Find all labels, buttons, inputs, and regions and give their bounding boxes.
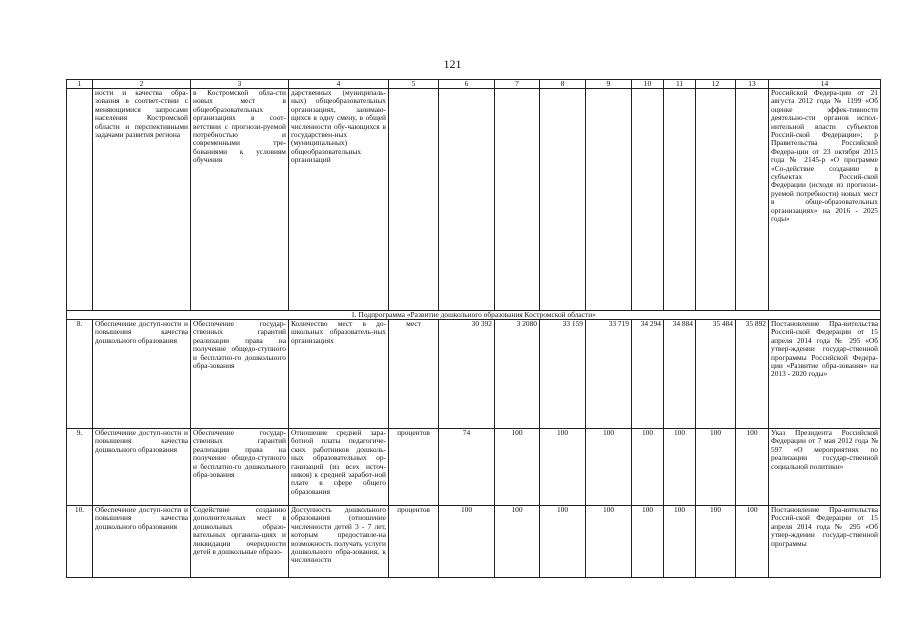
header-cell: 14 xyxy=(769,80,881,89)
value-cell: 100 xyxy=(632,429,664,506)
subprogram-row xyxy=(67,311,881,320)
value-cell xyxy=(696,89,736,311)
indicator-cell: Отношение средней зара-ботной платы педагогиче-ских работников дошколь-ных образовательных ор-ганизаций (из всех источ-ников) к средней заработ-ной плате в сфере общего образования xyxy=(289,429,389,506)
indicators-table xyxy=(66,79,881,578)
unit-cell: мест xyxy=(389,320,439,429)
value-cell: 34 884 xyxy=(664,320,696,429)
row-number-cell: 10. xyxy=(67,506,93,578)
header-cell: 8 xyxy=(540,80,586,89)
value-cell: 100 xyxy=(696,429,736,506)
value-cell: 30 392 xyxy=(439,320,495,429)
header-cell: 5 xyxy=(389,80,439,89)
value-cell: 33 719 xyxy=(586,320,632,429)
subprogram-title: 1. Подпрограмма «Развитие дошкольного образования Костромской области» xyxy=(67,311,881,320)
unit-cell: процентов xyxy=(389,506,439,578)
value-cell: 100 xyxy=(586,506,632,578)
value-cell: 74 xyxy=(439,429,495,506)
value-cell: 100 xyxy=(540,429,586,506)
header-cell: 4 xyxy=(289,80,389,89)
basis-cell: Постановление Пра-вительства Россий-ской Федерации от 15 апреля 2014 года № 295 «Об утвер-ждении государ-ственной программы Российской Федера-ции «Развитие обра-зования» на 2013 - 2020 годы» xyxy=(769,320,881,429)
value-cell xyxy=(632,89,664,311)
unit-cell: процентов xyxy=(389,429,439,506)
value-cell xyxy=(495,89,540,311)
value-cell: 3 2080 xyxy=(495,320,540,429)
value-cell xyxy=(664,89,696,311)
value-cell: 34 294 xyxy=(632,320,664,429)
goal-cell: Обеспечение доступ-ности и повышения качества дошкольного образования xyxy=(93,506,191,578)
value-cell xyxy=(736,89,769,311)
value-cell: 100 xyxy=(664,506,696,578)
value-cell: 35 484 xyxy=(696,320,736,429)
table-row xyxy=(67,320,881,429)
value-cell: 100 xyxy=(495,506,540,578)
value-cell xyxy=(540,89,586,311)
value-cell: 35 892 xyxy=(736,320,769,429)
value-cell: 33 159 xyxy=(540,320,586,429)
header-cell: 2 xyxy=(93,80,191,89)
row-number-cell xyxy=(67,89,93,311)
value-cell: 100 xyxy=(696,506,736,578)
header-cell: 3 xyxy=(191,80,289,89)
indicator-cell: дарственных (муниципаль-ных) общеобразовательных организациях, занимаю-щихся в одну смену, в общей численности обу-чающихся в государствен-ных (муниципальных) общеобразовательных организаций xyxy=(289,89,389,311)
basis-cell: Российской Федера-ции от 21 августа 2012 года № 1199 «Об оценке эффек-тивности деятельно-сти органов испол-нительной власти субъектов Россий-ской Федерации»; р Правительства Российской Федера-ции от 23 октября 2015 года № 2145-р «О программе «Со-действие созданию в субъектах Россий-ской Федерации (исходя из прогнози-руемой потребности) новых мест в обще-образовательных организациях» на 2016 - 2025 годы» xyxy=(769,89,881,311)
header-cell: 10 xyxy=(632,80,664,89)
value-cell: 100 xyxy=(540,506,586,578)
value-cell: 100 xyxy=(586,429,632,506)
header-cell: 9 xyxy=(586,80,632,89)
task-cell: Обеспечение государ-ственных гарантий реализации права на получение общедо-ступного и бесплатно-го дошкольного обра-зования xyxy=(191,429,289,506)
indicator-cell: Количество мест в до-школьных образователь-ных организациях xyxy=(289,320,389,429)
value-cell xyxy=(586,89,632,311)
header-cell: 7 xyxy=(495,80,540,89)
row-number-cell: 8. xyxy=(67,320,93,429)
goal-cell: Обеспечение доступ-ности и повышения качества дошкольного образования xyxy=(93,429,191,506)
table-row xyxy=(67,429,881,506)
header-cell: 12 xyxy=(696,80,736,89)
column-number-row xyxy=(67,80,881,89)
header-cell: 13 xyxy=(736,80,769,89)
task-cell: Содействие созданию дополнительных мест в дошкольных образо-вательных организа-циях и ликвидации очередности детей в дошкольные образо- xyxy=(191,506,289,578)
header-cell: 6 xyxy=(439,80,495,89)
task-cell: Обеспечение государ-ственных гарантий реализации права на получение общедо-ступного и бесплатно-го дошкольного обра-зования xyxy=(191,320,289,429)
unit-cell xyxy=(389,89,439,311)
goal-cell: Обеспечение доступ-ности и повышения качества дошкольного образования xyxy=(93,320,191,429)
value-cell: 100 xyxy=(632,506,664,578)
value-cell: 100 xyxy=(736,506,769,578)
table-row xyxy=(67,506,881,578)
value-cell: 100 xyxy=(495,429,540,506)
page-number: 121 xyxy=(443,57,462,71)
value-cell: 100 xyxy=(664,429,696,506)
value-cell: 100 xyxy=(736,429,769,506)
task-cell: в Костромской обла-сти новых мест в общеобразовательных организациях в соот-ветствии с прогнози-руемой потребностью и современными тре-бованиями к условиям обучения xyxy=(191,89,289,311)
header-cell: 11 xyxy=(664,80,696,89)
row-number-cell: 9. xyxy=(67,429,93,506)
continuation-row xyxy=(67,89,881,311)
basis-cell: Указ Президента Российской Федерации от 7 мая 2012 года № 597 «О мероприятиях по реализации государ-ственной социальной политики» xyxy=(769,429,881,506)
value-cell xyxy=(439,89,495,311)
value-cell: 100 xyxy=(439,506,495,578)
basis-cell: Постановление Пра-вительства Россий-ской Федерации от 15 апреля 2014 года № 295 «Об утвер-ждении государ-ственной программы xyxy=(769,506,881,578)
header-cell: 1 xyxy=(67,80,93,89)
goal-cell: ности и качества обра-зования в соответ-ствии с меняющимися запросами населения Костромской области и перспективными задачами развития региона xyxy=(93,89,191,311)
indicator-cell: Доступность дошкольного образования (отношение численности детей 3 - 7 лет, которым предоставле-на возможность получать услуги дошкольного обра-зования, к численности xyxy=(289,506,389,578)
